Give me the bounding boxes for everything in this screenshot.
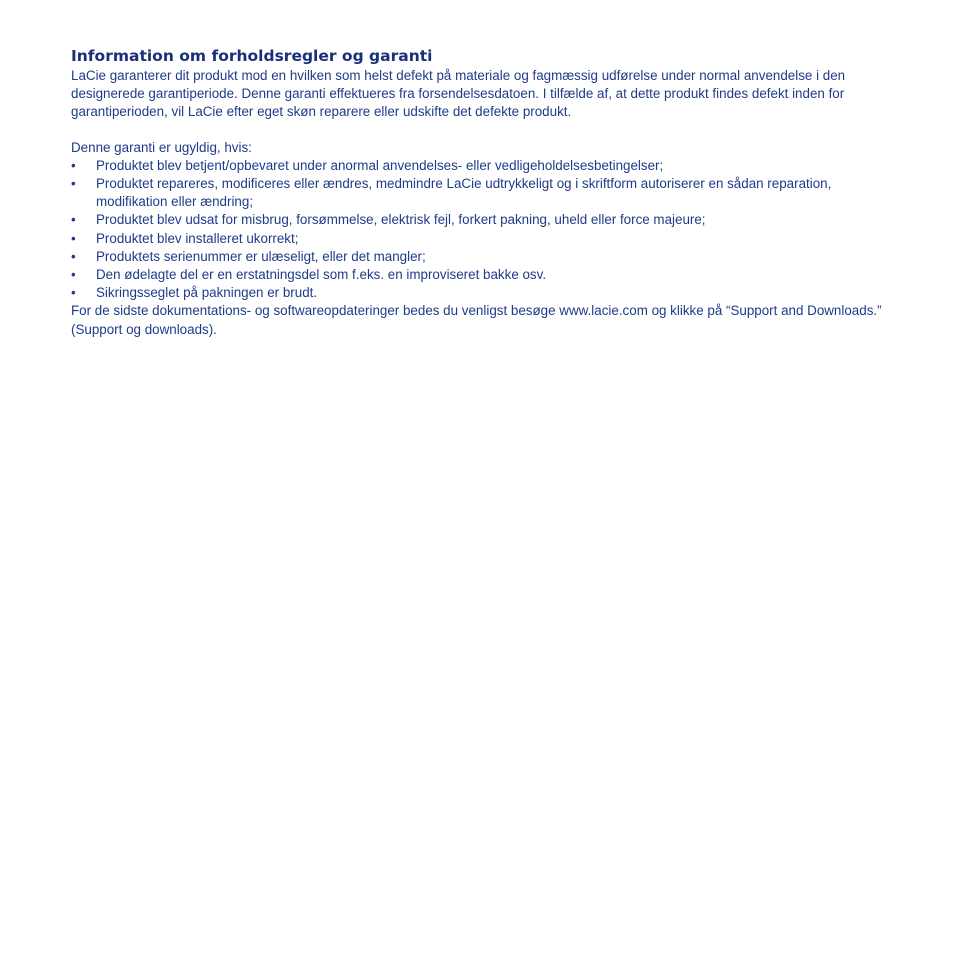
bullet-icon: • xyxy=(71,267,76,283)
bullet-icon: • xyxy=(71,212,76,228)
void-conditions-heading: Denne garanti er ugyldig, hvis: xyxy=(71,139,252,155)
list-item-text: Produktet blev installeret ukorrekt; xyxy=(96,230,299,246)
bullet-icon: • xyxy=(71,157,76,173)
list-item xyxy=(71,230,891,248)
list-item xyxy=(71,284,891,302)
document-page xyxy=(71,46,891,339)
bullet-icon: • xyxy=(71,230,76,246)
list-item xyxy=(71,266,891,284)
list-item-text: Produktet repareres, modificeres eller ændres, medmindre LaCie udtrykkeligt og i skriftform autoriserer en sådan reparation, modifikation eller ændring; xyxy=(96,176,832,210)
bullet-icon: • xyxy=(71,285,76,301)
list-item xyxy=(71,175,891,211)
list-item-text: Den ødelagte del er en erstatningsdel som f.eks. en improviseret bakke osv. xyxy=(96,267,547,283)
paragraph-spacer xyxy=(71,122,891,139)
list-item-text: Produktet blev betjent/opbevaret under anormal anvendelses- eller vedligeholdelsesbetingelser; xyxy=(96,157,664,173)
void-conditions-list xyxy=(71,157,891,303)
list-item xyxy=(71,248,891,266)
list-item-text: Produktet blev udsat for misbrug, forsømmelse, elektrisk fejl, forkert pakning, uheld eller force majeure; xyxy=(96,212,706,228)
list-item-text: Produktets serienummer er ulæseligt, eller det mangler; xyxy=(96,248,426,264)
page-title: Information om forholdsregler og garanti xyxy=(71,47,433,65)
footer-paragraph: For de sidste dokumentations- og softwareopdateringer bedes du venligst besøge www.lacie.com og klikke på “Support and Downloads.” (Support og downloads). xyxy=(71,303,882,337)
intro-paragraph: LaCie garanterer dit produkt mod en hvilken som helst defekt på materiale og fagmæssig udførelse under normal anvendelse i den designerede garantiperiode. Denne garanti effektueres fra forsendelsesdatoen. I tilfælde af, at dette produkt findes defekt inden for garantiperioden, vil LaCie efter eget skøn reparere eller udskifte det defekte produkt. xyxy=(71,68,846,120)
bullet-icon: • xyxy=(71,248,76,264)
bullet-icon: • xyxy=(71,176,76,192)
list-item xyxy=(71,211,891,229)
list-item-text: Sikringsseglet på pakningen er brudt. xyxy=(96,285,318,301)
list-item xyxy=(71,157,891,175)
